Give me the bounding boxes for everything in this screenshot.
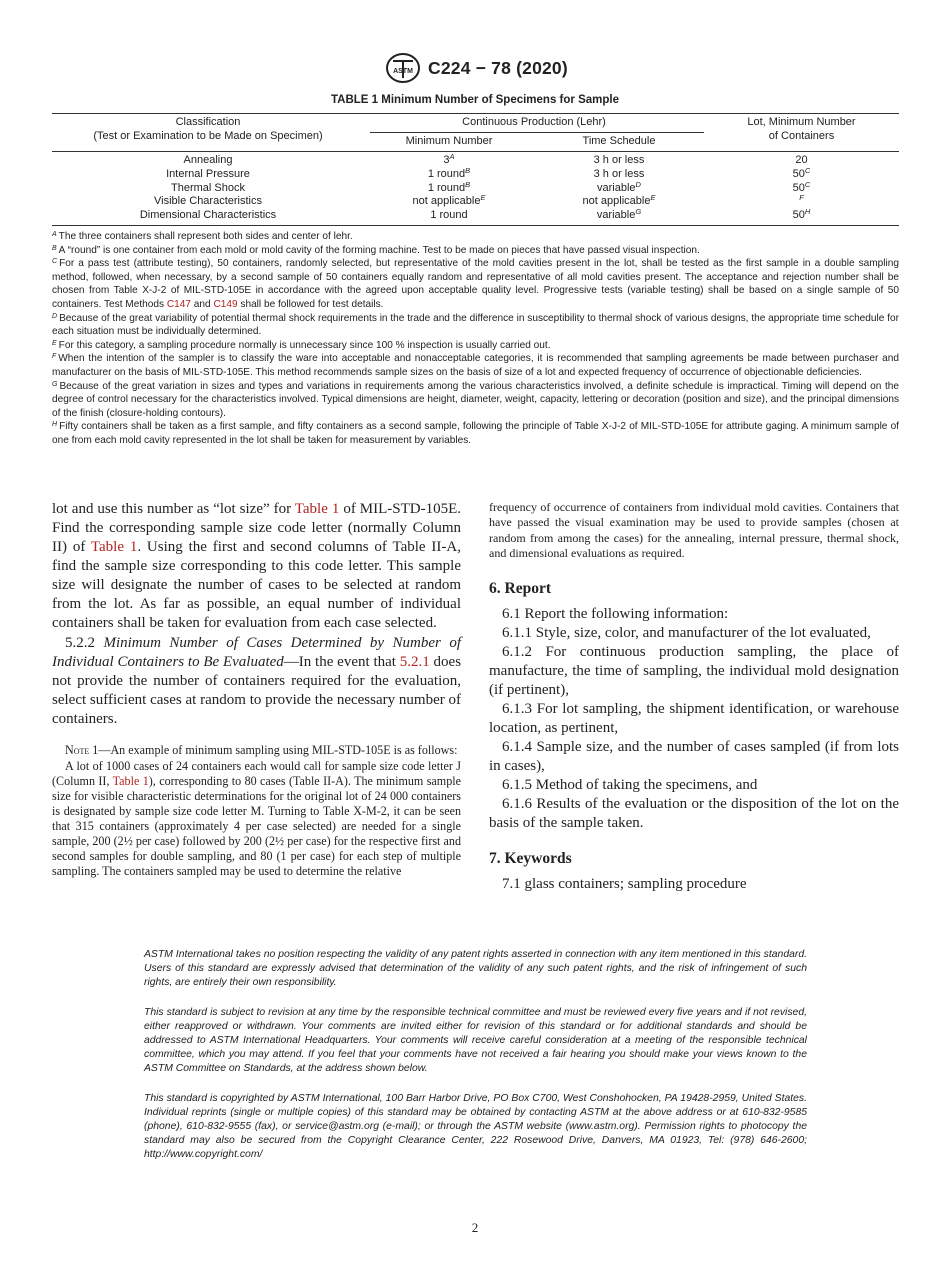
row-minimum: 1 round <box>430 209 468 221</box>
row-lot: $50^H$ <box>792 207 811 221</box>
disclaimer-patent: ASTM International takes no position respecting the validity of any patent rights asserted in connection with any item mentioned in this standard. Users of this standard are expressly advised that determination of the validity of any such patent rights, and the risk of infringement of such rights, are entirely their own responsibility. <box>144 949 807 988</box>
link-c149[interactable]: C149 <box>213 298 238 310</box>
row-time: not applicable$^E$ <box>582 193 656 207</box>
report-item: 6.1.5 Method of taking the specimens, and <box>502 776 758 793</box>
section-5-2-2: 5.2.2 Minimum Number of Cases Determined by Number of Individual Containers to Be Evaluated—In the event that 5.2.1 does not provide the number of containers required for the evaluation, select sufficient cases at random to provide the necessary number of containers. <box>52 635 462 727</box>
footnote-e: $^E$ For this category, a sampling procedure normally is unnecessary since 100 % inspection is usually carried out. <box>52 339 551 351</box>
row-classification: Dimensional Characteristics <box>139 209 277 221</box>
table-footnotes <box>52 230 899 448</box>
page-number: 2 <box>471 1220 479 1235</box>
row-classification: Annealing <box>183 154 233 166</box>
header-subrule <box>370 132 704 133</box>
footnote-f: $^F$ When the intention of the sampler is to classify the ware into acceptable and nonacceptable categories, it is recommended that sampling agreements be made between purchaser and manufacturer on the basis of MIL-STD-105E. This method recommends sample sizes on the basis of size of a lot and expected frequency of occurrence of objectionable deficiencies. <box>52 353 899 378</box>
header-lot-minimum: Lot, Minimum Number of Containers <box>747 116 856 142</box>
header-classification: Classification (Test or Examination to be Made on Specimen) <box>93 116 323 142</box>
report-item: 6.1.3 For lot sampling, the shipment identification, or warehouse location, as pertinent, <box>489 700 899 736</box>
link-table-1[interactable]: Table 1 <box>294 501 340 517</box>
row-classification: Internal Pressure <box>166 168 250 180</box>
footnote-c: $^C$ For a pass test (attribute testing), 50 containers, randomly selected, but representative of the mold cavities present in the lot, shall be tested as the first sample in a double sampling method, followed, when necessary, by a second sample of 50 containers equally random and representative of all mold cavities present. The acceptance and rejection number shall be chosen from Table X-J-2 of MIL-STD-105E in accordance with the agreed upon acceptable quality level. Progressive tests (variable testing) shall be based on a single sample of 50 containers. Test Methods C147 and C149 shall be followed for test details. <box>52 258 899 310</box>
astm-logo <box>385 52 421 84</box>
note-1-example: A lot of 1000 cases of 24 containers each would call for sample size code letter J (Column II, Table 1), corresponding to 80 cases (Table II-A). The minimum sample size for visible characteristic determinations for the original lot of 24 000 containers is designated by sample size code letter M. Turning to Table X-M-2, it can be seen that 315 containers (approximately 4 per case selected) are needed for a single sample, 200 (2½ per case) followed by 200 (2½ per case) for the respective first and second samples for double sampling, and 80 (1 per case) for each step of multiple sampling. The containers sampled may be used to determine the relative <box>52 759 461 878</box>
link-table-1[interactable]: Table 1 <box>112 774 149 788</box>
report-item: 6.1 Report the following information: <box>502 605 729 622</box>
right-column <box>489 500 899 894</box>
footnote-h: $^H$ Fifty containers shall be taken as a first sample, and fifty containers as a second sample, following the principle of Table X-J-2 of MIL-STD-105E for attribute gaging. A minimum sample of one from each mold cavity represented in the lot shall be taken for measurement by variables. <box>52 421 899 446</box>
link-c147[interactable]: C147 <box>166 298 191 310</box>
row-classification: Thermal Shock <box>171 182 245 194</box>
row-lot: $50^C$ <box>792 166 811 180</box>
row-time: 3 h or less <box>593 168 645 180</box>
header-continuous-production: Continuous Production (Lehr) <box>462 116 606 128</box>
footnote-d: $^D$ Because of the great variability of potential thermal shock requirements in the trade and the difference in susceptibility to thermal shock of various designs, the appropriate time schedule for each situation must be individually determined. <box>52 312 899 338</box>
left-column <box>52 500 461 879</box>
report-item: 6.1.2 For continuous production sampling, the place of manufacture, the time of sampling, the individual mold designation (if pertinent), <box>489 643 899 698</box>
report-item: 6.1.6 Results of the evaluation or the disposition of the lot on the basis of the sample taken. <box>489 795 899 831</box>
header-minimum-number: Minimum Number <box>405 135 493 147</box>
table-top-rule <box>52 113 899 114</box>
table-bottom-rule <box>52 225 899 226</box>
row-lot: $50^C$ <box>792 180 811 194</box>
link-5-2-1[interactable]: 5.2.1 <box>399 654 430 670</box>
row-minimum: 1 round$^B$ <box>427 166 471 180</box>
row-time: 3 h or less <box>593 154 645 166</box>
row-time: variable$^G$ <box>596 207 642 221</box>
link-table-1[interactable]: Table 1 <box>90 539 138 555</box>
paragraph-continuation: frequency of occurrence of containers from individual mold cavities. Containers that have passed the visual examination may be used to provide samples (chosen at random from among the cases) for the annealing, internal pressure, thermal shock, and dimensional evaluations as required. <box>489 500 899 561</box>
logo-text: ASTM <box>393 68 413 75</box>
table-caption: TABLE 1 Minimum Number of Specimens for Sample <box>331 94 619 106</box>
report-item: 6.1.1 Style, size, color, and manufacturer of the lot evaluated, <box>502 624 871 641</box>
row-lot: F <box>799 193 804 202</box>
footnote-a: $^A$ The three containers shall represent both sides and center of lehr. <box>52 231 353 242</box>
header-time-schedule: Time Schedule <box>582 135 656 147</box>
section-heading-keywords: 7. Keywords <box>489 849 572 867</box>
astm-disclaimer <box>144 948 807 1178</box>
header-bottom-rule <box>52 151 899 152</box>
note-1: Note 1—An example of minimum sampling using MIL-STD-105E is as follows: <box>65 743 458 757</box>
document-designation: C224 − 78 (2020) <box>428 58 568 78</box>
row-classification: Visible Characteristics <box>153 195 262 207</box>
footnote-g: $^G$ Because of the great variation in sizes and types and variations in requirements among the various characteristics involved, a definite schedule is impractical. Timing will depend on the degree of control necessary for the characteristics involved. Typical dimensions are height, diameter, weight, capacity, lettering or decoration (position and size), and the principal dimensions of the finish (closure-holding contours). <box>52 380 899 419</box>
row-minimum: not applicable$^E$ <box>412 193 486 207</box>
row-minimum: 1 round$^B$ <box>427 180 471 194</box>
keywords-item: 7.1 glass containers; sampling procedure <box>502 875 747 892</box>
disclaimer-copyright: This standard is copyrighted by ASTM International, 100 Barr Harbor Drive, PO Box C700, West Conshohocken, PA 19428-2959, United States. Individual reprints (single or multiple copies) of this standard may be obtained by contacting ASTM at the above address or at 610-832-9585 (phone), 610-832-9555 (fax), or service@astm.org (e-mail); or through the ASTM website (www.astm.org). Permission rights to photocopy the standard may also be secured from the Copyright Clearance Center, 222 Rosewood Drive, Danvers, MA 01923, Tel: (978) 646-2600; http://www.copyright.com/ <box>144 1093 807 1160</box>
row-minimum: $3^A$ <box>443 152 455 166</box>
row-time: variable$^D$ <box>597 180 641 194</box>
section-heading-report: 6. Report <box>489 579 551 597</box>
row-lot: 20 <box>795 154 808 166</box>
paragraph-lot-size: lot and use this number as “lot size” for Table 1 of MIL-STD-105E. Find the corresponding sample size code letter (normally Column II) of Table 1. Using the first and second columns of Table II-A, find the sample size corresponding to this code letter. This sample size will designate the number of cases to be selected at random from the lot. As far as possible, an equal number of individual containers shall be taken for evaluation from each case selected. <box>52 501 461 631</box>
report-item: 6.1.4 Sample size, and the number of cases sampled (if from lots in cases), <box>489 738 899 774</box>
disclaimer-revision: This standard is subject to revision at any time by the responsible technical committee and must be reviewed every five years and if not revised, either reapproved or withdrawn. Your comments are invited either for revision of this standard or for additional standards and should be addressed to ASTM International Headquarters. Your comments will receive careful consideration at a meeting of the responsible technical committee, which you may attend. If you feel that your comments have not received a fair hearing you should make your views known to the ASTM Committee on Standards, at the address shown below. <box>144 1007 807 1074</box>
footnote-b: $^B$ A “round” is one container from each mold or mold cavity of the forming machine. Test to be made on pieces that have passed visual inspection. <box>52 244 700 256</box>
